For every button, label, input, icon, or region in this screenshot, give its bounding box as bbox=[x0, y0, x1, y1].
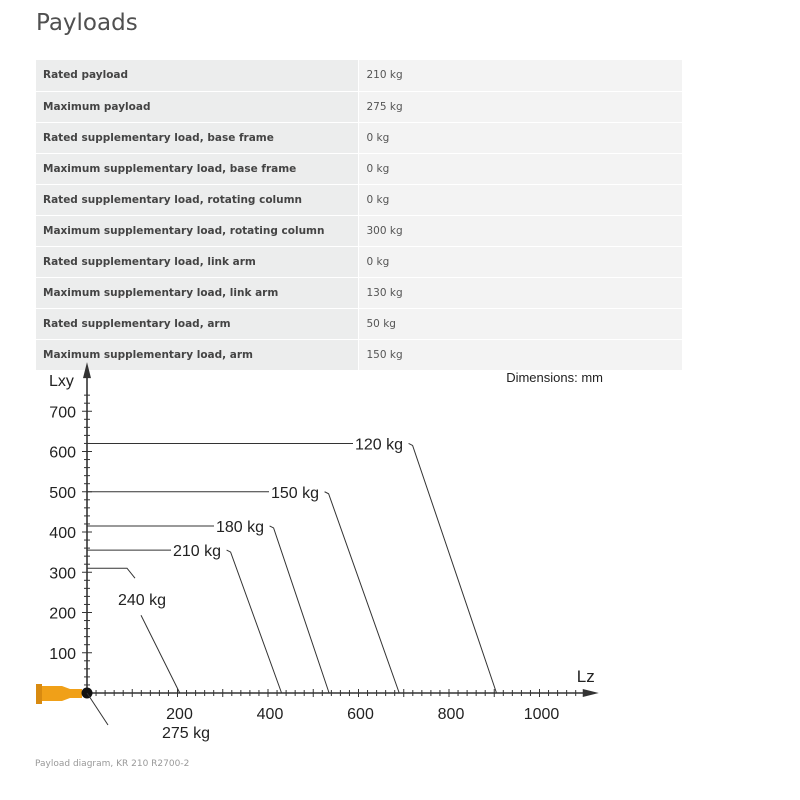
spec-value: 275 kg bbox=[358, 91, 682, 122]
y-tick-label: 400 bbox=[49, 525, 76, 542]
spec-label: Maximum payload bbox=[36, 91, 358, 122]
spec-value: 0 kg bbox=[358, 122, 682, 153]
y-axis-arrow-icon bbox=[83, 362, 91, 378]
x-tick-label: 200 bbox=[166, 706, 193, 723]
load-curve-line bbox=[141, 615, 180, 693]
y-tick-label: 700 bbox=[49, 404, 76, 422]
load-curve-label: 210 kg bbox=[173, 543, 222, 561]
load-curve-label: 180 kg bbox=[216, 518, 265, 536]
load-curve-line bbox=[409, 443, 497, 693]
spec-label: Maximum supplementary load, arm bbox=[36, 339, 358, 370]
spec-value: 0 kg bbox=[358, 153, 682, 184]
y-axis-label: Lxy bbox=[49, 373, 74, 390]
spec-value: 150 kg bbox=[358, 339, 682, 370]
spec-value: 210 kg bbox=[358, 60, 682, 91]
y-tick-label: 600 bbox=[49, 444, 76, 462]
spec-label: Rated supplementary load, rotating column bbox=[36, 184, 358, 215]
load-curve-line bbox=[87, 693, 108, 725]
robot-flange-icon bbox=[36, 684, 42, 704]
spec-value: 0 kg bbox=[358, 246, 682, 277]
load-curve-line bbox=[87, 568, 135, 578]
spec-value: 130 kg bbox=[358, 277, 682, 308]
spec-label: Maximum supplementary load, link arm bbox=[36, 277, 358, 308]
load-curve-label: 150 kg bbox=[271, 484, 320, 502]
load-curve-line bbox=[270, 526, 329, 693]
spec-label: Rated supplementary load, link arm bbox=[36, 246, 358, 277]
x-axis-label: Lz bbox=[576, 667, 595, 686]
page-title: Payloads bbox=[36, 10, 138, 36]
spec-value: 0 kg bbox=[358, 184, 682, 215]
x-tick-label: 1000 bbox=[523, 706, 560, 723]
spec-value: 300 kg bbox=[358, 215, 682, 246]
x-axis-arrow-icon bbox=[583, 689, 599, 697]
robot-flange-icon bbox=[40, 686, 82, 701]
load-curve-line bbox=[325, 492, 400, 693]
x-tick-label: 400 bbox=[256, 706, 284, 723]
y-tick-label: 500 bbox=[49, 484, 76, 502]
spec-value: 50 kg bbox=[358, 308, 682, 339]
spec-label: Maximum supplementary load, base frame bbox=[36, 153, 358, 184]
load-curve-line bbox=[227, 550, 282, 693]
x-tick-label: 600 bbox=[347, 706, 374, 723]
spec-label: Rated supplementary load, arm bbox=[36, 308, 358, 339]
y-tick-label: 200 bbox=[49, 605, 76, 623]
load-curve-label: 240 kg bbox=[118, 592, 167, 610]
spec-label: Rated payload bbox=[36, 60, 358, 91]
y-tick-label: 300 bbox=[49, 565, 76, 583]
y-tick-label: 100 bbox=[49, 645, 76, 663]
load-curve-label: 275 kg bbox=[162, 725, 211, 742]
dimensions-note: Dimensions: mm bbox=[506, 370, 603, 385]
spec-label: Maximum supplementary load, rotating column bbox=[36, 215, 358, 246]
figure-caption: Payload diagram, KR 210 R2700-2 bbox=[35, 759, 190, 769]
load-curve-label: 120 kg bbox=[355, 436, 404, 454]
spec-label: Rated supplementary load, base frame bbox=[36, 122, 358, 153]
x-tick-label: 800 bbox=[437, 706, 465, 723]
